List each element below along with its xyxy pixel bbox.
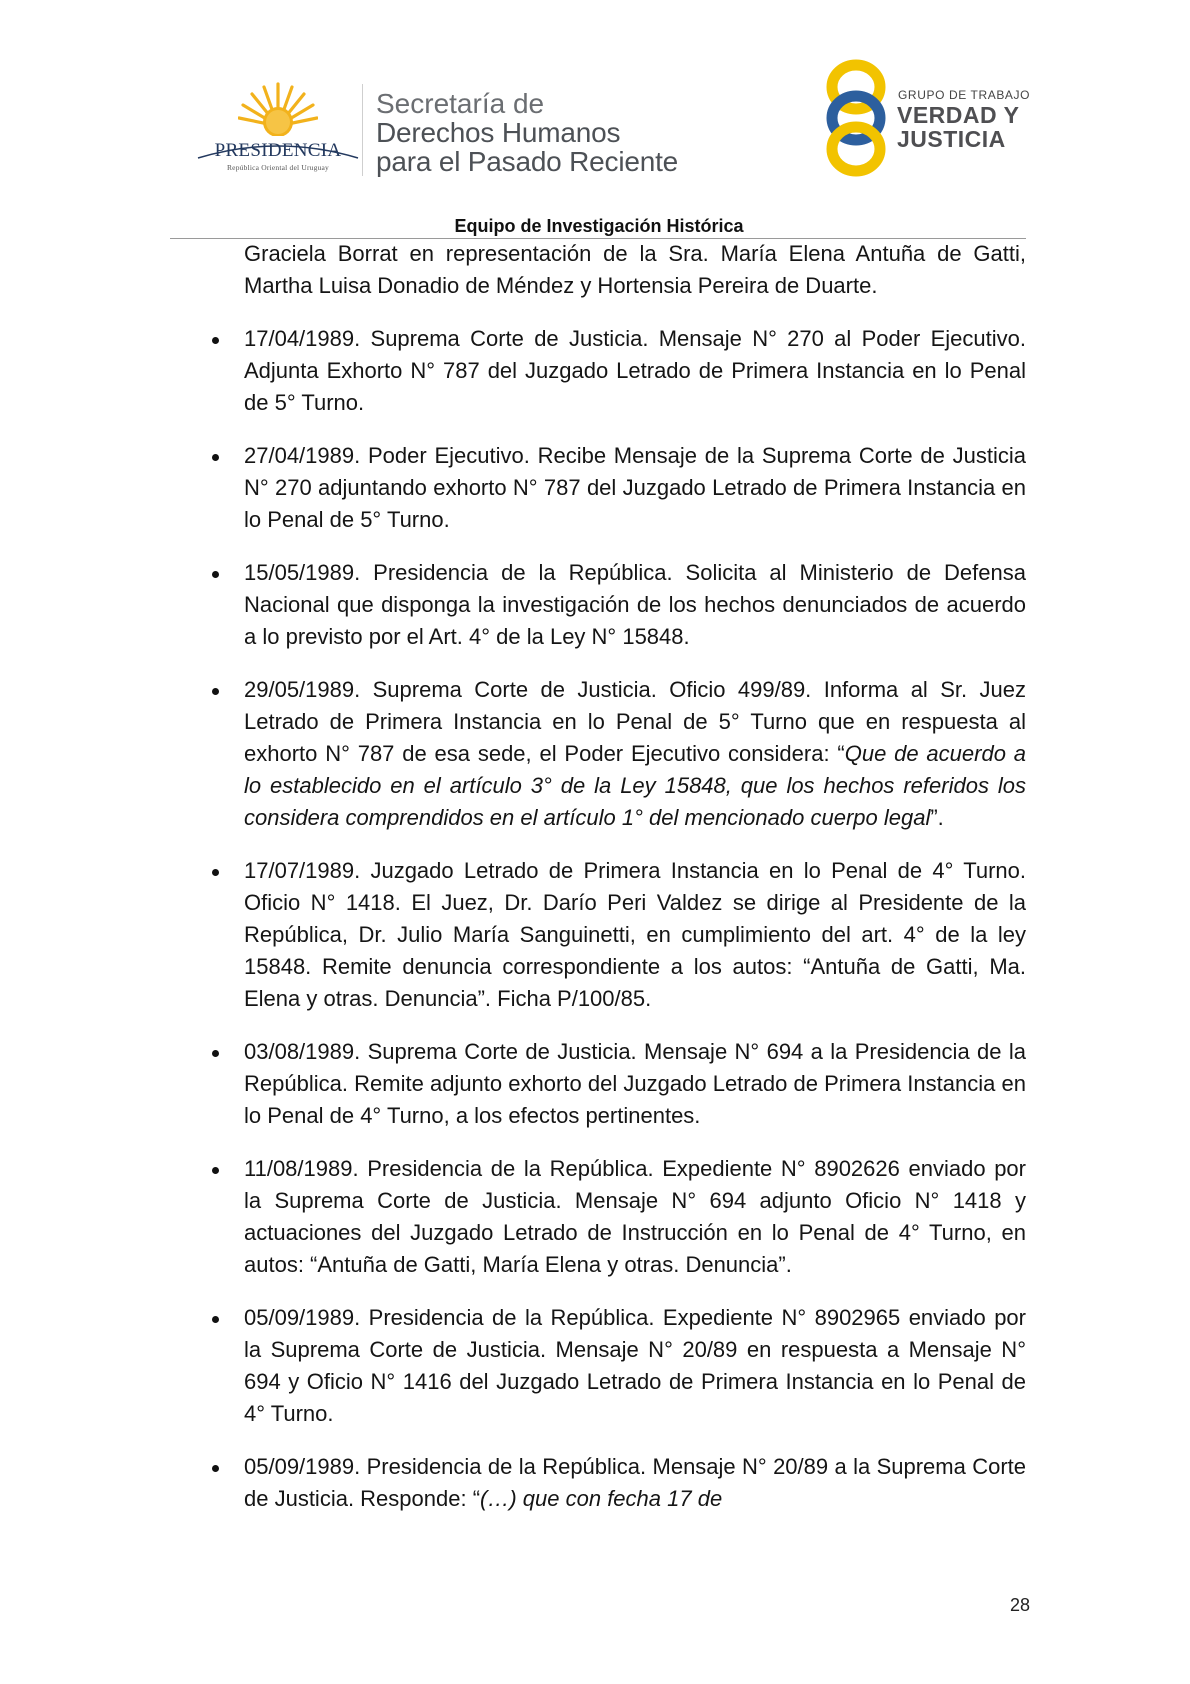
- list-item-text: 05/09/1989. Presidencia de la República. Mensaje N° 20/89 a la Suprema Corte de Justicia. Responde: “: [244, 1454, 1026, 1511]
- rings-emblem-icon: [822, 56, 890, 180]
- secretaria-line-3: para el Pasado Reciente: [376, 146, 679, 177]
- list-item: [244, 1153, 1026, 1281]
- grupo-title-line-2: JUSTICIA: [897, 126, 1006, 152]
- bullet-icon: [212, 869, 219, 876]
- page-header: [0, 0, 1190, 245]
- list-item-text-end: ”.: [930, 805, 944, 830]
- bullet-icon: [212, 1050, 219, 1057]
- bullet-icon: [212, 1316, 219, 1323]
- bullet-icon: [212, 1465, 219, 1472]
- presidencia-logo: [196, 80, 356, 180]
- list-item-text: 17/07/1989. Juzgado Letrado de Primera Instancia en lo Penal de 4° Turno. Oficio N° 1418. El Juez, Dr. Darío Peri Valdez se dirige al Presidente de la República, Dr. Julio María Sanguinetti, en cumplimiento del art. 4° de la ley 15848. Remite denuncia correspondiente a los autos: “Antuña de Gatti, Ma. Elena y otras. Denuncia”. Ficha P/100/85.: [244, 858, 1026, 1011]
- list-item-text: 05/09/1989. Presidencia de la República. Expediente N° 8902965 enviado por la Suprema Corte de Justicia. Mensaje N° 20/89 en respuesta a Mensaje N° 694 y Oficio N° 1416 del Juzgado Letrado de Primera Instancia en lo Penal de 4° Turno.: [244, 1305, 1026, 1426]
- secretaria-line-2: Derechos Humanos: [376, 117, 621, 148]
- list-item-text: 27/04/1989. Poder Ejecutivo. Recibe Mensaje de la Suprema Corte de Justicia N° 270 adjuntando exhorto N° 787 del Juzgado Letrado de Primera Instancia en lo Penal de 5° Turno.: [244, 443, 1026, 532]
- list-item: [244, 1451, 1026, 1515]
- presidencia-subtitle: República Oriental del Uruguay: [226, 163, 329, 172]
- bullet-icon: [212, 454, 219, 461]
- bullet-icon: [212, 337, 219, 344]
- list-item-text: 29/05/1989. Suprema Corte de Justicia. Oficio 499/89. Informa al Sr. Juez Letrado de Primera Instancia en lo Penal de 5° Turno que en respuesta al exhorto N° 787 de esa sede, el Poder Ejecutivo considera: “: [244, 677, 1026, 766]
- verdad-justicia-logo: [822, 56, 1032, 180]
- bullet-icon: [212, 1167, 219, 1174]
- list-item-text: 11/08/1989. Presidencia de la República. Expediente N° 8902626 enviado por la Suprema Corte de Justicia. Mensaje N° 694 adjunto Oficio N° 1418 y actuaciones del Juzgado Letrado de Instrucción en lo Penal de 4° Turno, en autos: “Antuña de Gatti, María Elena y otras. Denuncia”.: [244, 1156, 1026, 1277]
- header-divider: [362, 84, 363, 176]
- list-item: [244, 1036, 1026, 1132]
- bullet-icon: [212, 688, 219, 695]
- list-item-text: 15/05/1989. Presidencia de la República. Solicita al Ministerio de Defensa Nacional que disponga la investigación de los hechos denunciados de acuerdo a lo previsto por el Art. 4° de la Ley N° 15848.: [244, 560, 1026, 649]
- list-item: [244, 855, 1026, 1015]
- list-item-quote: Que de acuerdo a lo establecido en el artículo 3° de la Ley 15848, que los hechos referidos los considera comprendidos en el artículo 1° del mencionado cuerpo legal: [244, 741, 1026, 830]
- secretaria-logo-text: [376, 89, 716, 176]
- sun-emblem-icon: [238, 80, 318, 146]
- secretaria-line-1: Secretaría de: [376, 88, 545, 119]
- bullet-icon: [212, 571, 219, 578]
- list-item-text: 17/04/1989. Suprema Corte de Justicia. Mensaje N° 270 al Poder Ejecutivo. Adjunta Exhorto N° 787 del Juzgado Letrado de Primera Instancia en lo Penal de 5° Turno.: [244, 326, 1026, 415]
- intro-paragraph: Graciela Borrat en representación de la Sra. María Elena Antuña de Gatti, Martha Luisa Donadio de Méndez y Hortensia Pereira de Duarte.: [244, 241, 1026, 298]
- list-item: [244, 557, 1026, 653]
- list-item: [244, 323, 1026, 419]
- list-item: [244, 1302, 1026, 1430]
- document-body: [244, 238, 1026, 1536]
- presidencia-name: PRESIDENCIA: [214, 140, 342, 161]
- list-item-quote: (…) que con fecha 17 de: [480, 1486, 723, 1511]
- list-item-text: 03/08/1989. Suprema Corte de Justicia. Mensaje N° 694 a la Presidencia de la República. Remite adjunto exhorto del Juzgado Letrado de Primera Instancia en lo Penal de 4° Turno, a los efectos pertinentes.: [244, 1039, 1026, 1128]
- grupo-label: GRUPO DE TRABAJO: [898, 88, 1031, 102]
- grupo-title-line-1: VERDAD Y: [897, 102, 1020, 128]
- section-title: Equipo de Investigación Histórica: [454, 216, 744, 236]
- list-item: [244, 674, 1026, 834]
- list-item: [244, 440, 1026, 536]
- page-number: 28: [1009, 1595, 1030, 1615]
